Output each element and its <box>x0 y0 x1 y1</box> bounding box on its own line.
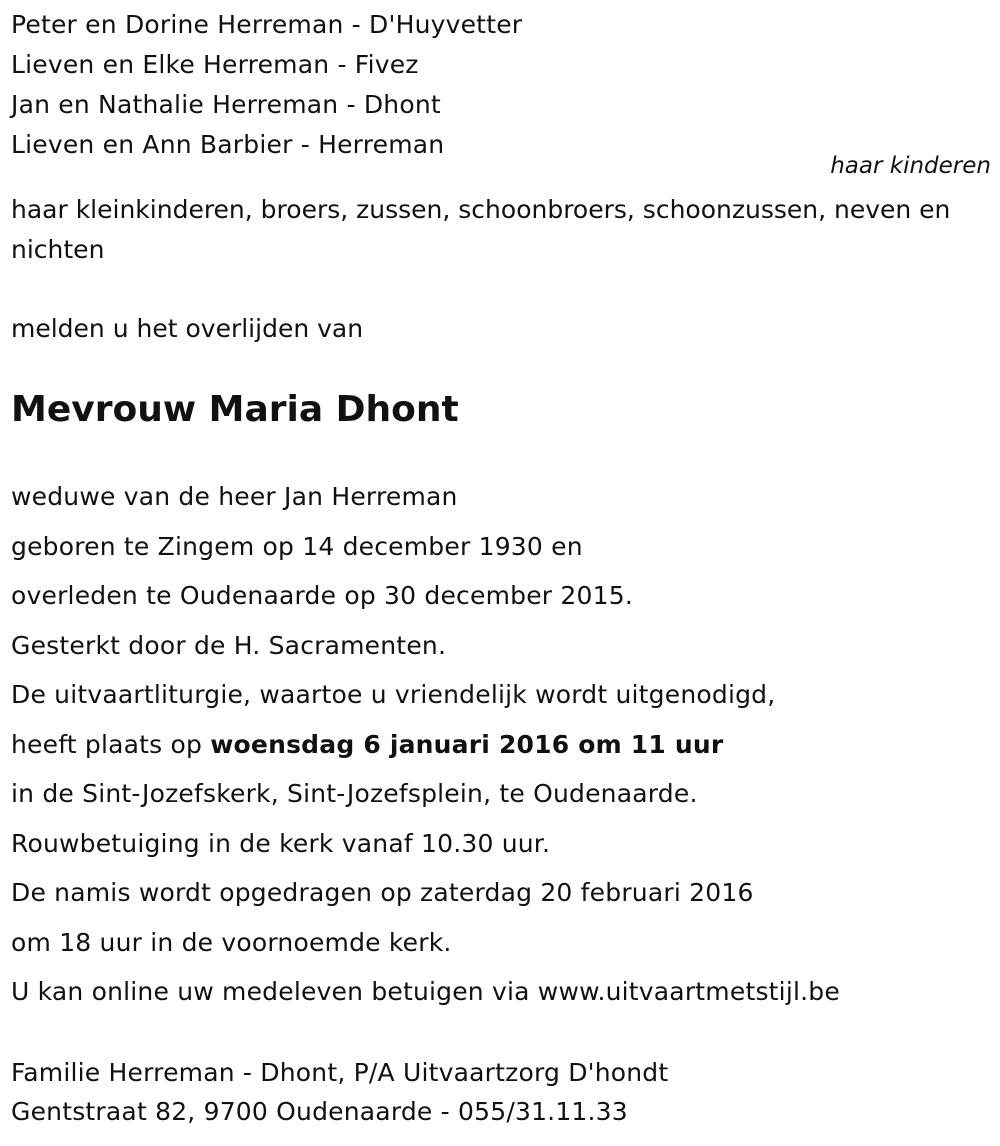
mass-line: De namis wordt opgedragen op zaterdag 20 februari 2016 <box>11 878 754 907</box>
family-contact: Familie Herreman - Dhont, P/A Uitvaartzorg D'hondt <box>11 1058 669 1087</box>
child-line: Jan en Nathalie Herreman - Dhont <box>11 90 441 119</box>
death-line: overleden te Oudenaarde op 30 december 2015. <box>11 581 633 610</box>
location-line: in de Sint-Jozefskerk, Sint-Jozefsplein, te Oudenaarde. <box>11 779 698 808</box>
child-line: Lieven en Ann Barbier - Herreman <box>11 130 445 159</box>
footer <box>11 1053 668 1131</box>
details-block <box>11 472 840 1017</box>
condolence-line: Rouwbetuiging in de kerk vanaf 10.30 uur. <box>11 828 551 858</box>
service-datetime: woensdag 6 januari 2016 om 11 uur <box>210 729 724 759</box>
widow-line: weduwe van de heer Jan Herreman <box>11 482 458 511</box>
child-line: Peter en Dorine Herreman - D'Huyvetter <box>11 10 523 39</box>
deceased-name: Mevrouw Maria Dhont <box>11 389 459 430</box>
children-label: haar kinderen <box>830 153 991 179</box>
online-line: U kan online uw medeleven betuigen via www.uitvaartmetstijl.be <box>11 977 840 1006</box>
children-list <box>11 5 522 165</box>
birth-line: geboren te Zingem op 14 december 1930 en <box>11 531 583 561</box>
child-line: Lieven en Elke Herreman - Fivez <box>11 50 419 79</box>
service-prefix: heeft plaats op <box>11 729 211 759</box>
announcement-text: melden u het overlijden van <box>11 314 364 343</box>
mass-time-line: om 18 uur in de voornoemde kerk. <box>11 927 452 957</box>
sacraments-line: Gesterkt door de H. Sacramenten. <box>11 630 447 660</box>
invitation-line: De uitvaartliturgie, waartoe u vriendelijk wordt uitgenodigd, <box>11 680 776 709</box>
service-line <box>11 720 840 770</box>
address-line: Gentstraat 82, 9700 Oudenaarde - 055/31.11.33 <box>11 1097 628 1126</box>
grandchildren-text: haar kleinkinderen, broers, zussen, schoonbroers, schoonzussen, neven en nichten <box>11 195 951 264</box>
